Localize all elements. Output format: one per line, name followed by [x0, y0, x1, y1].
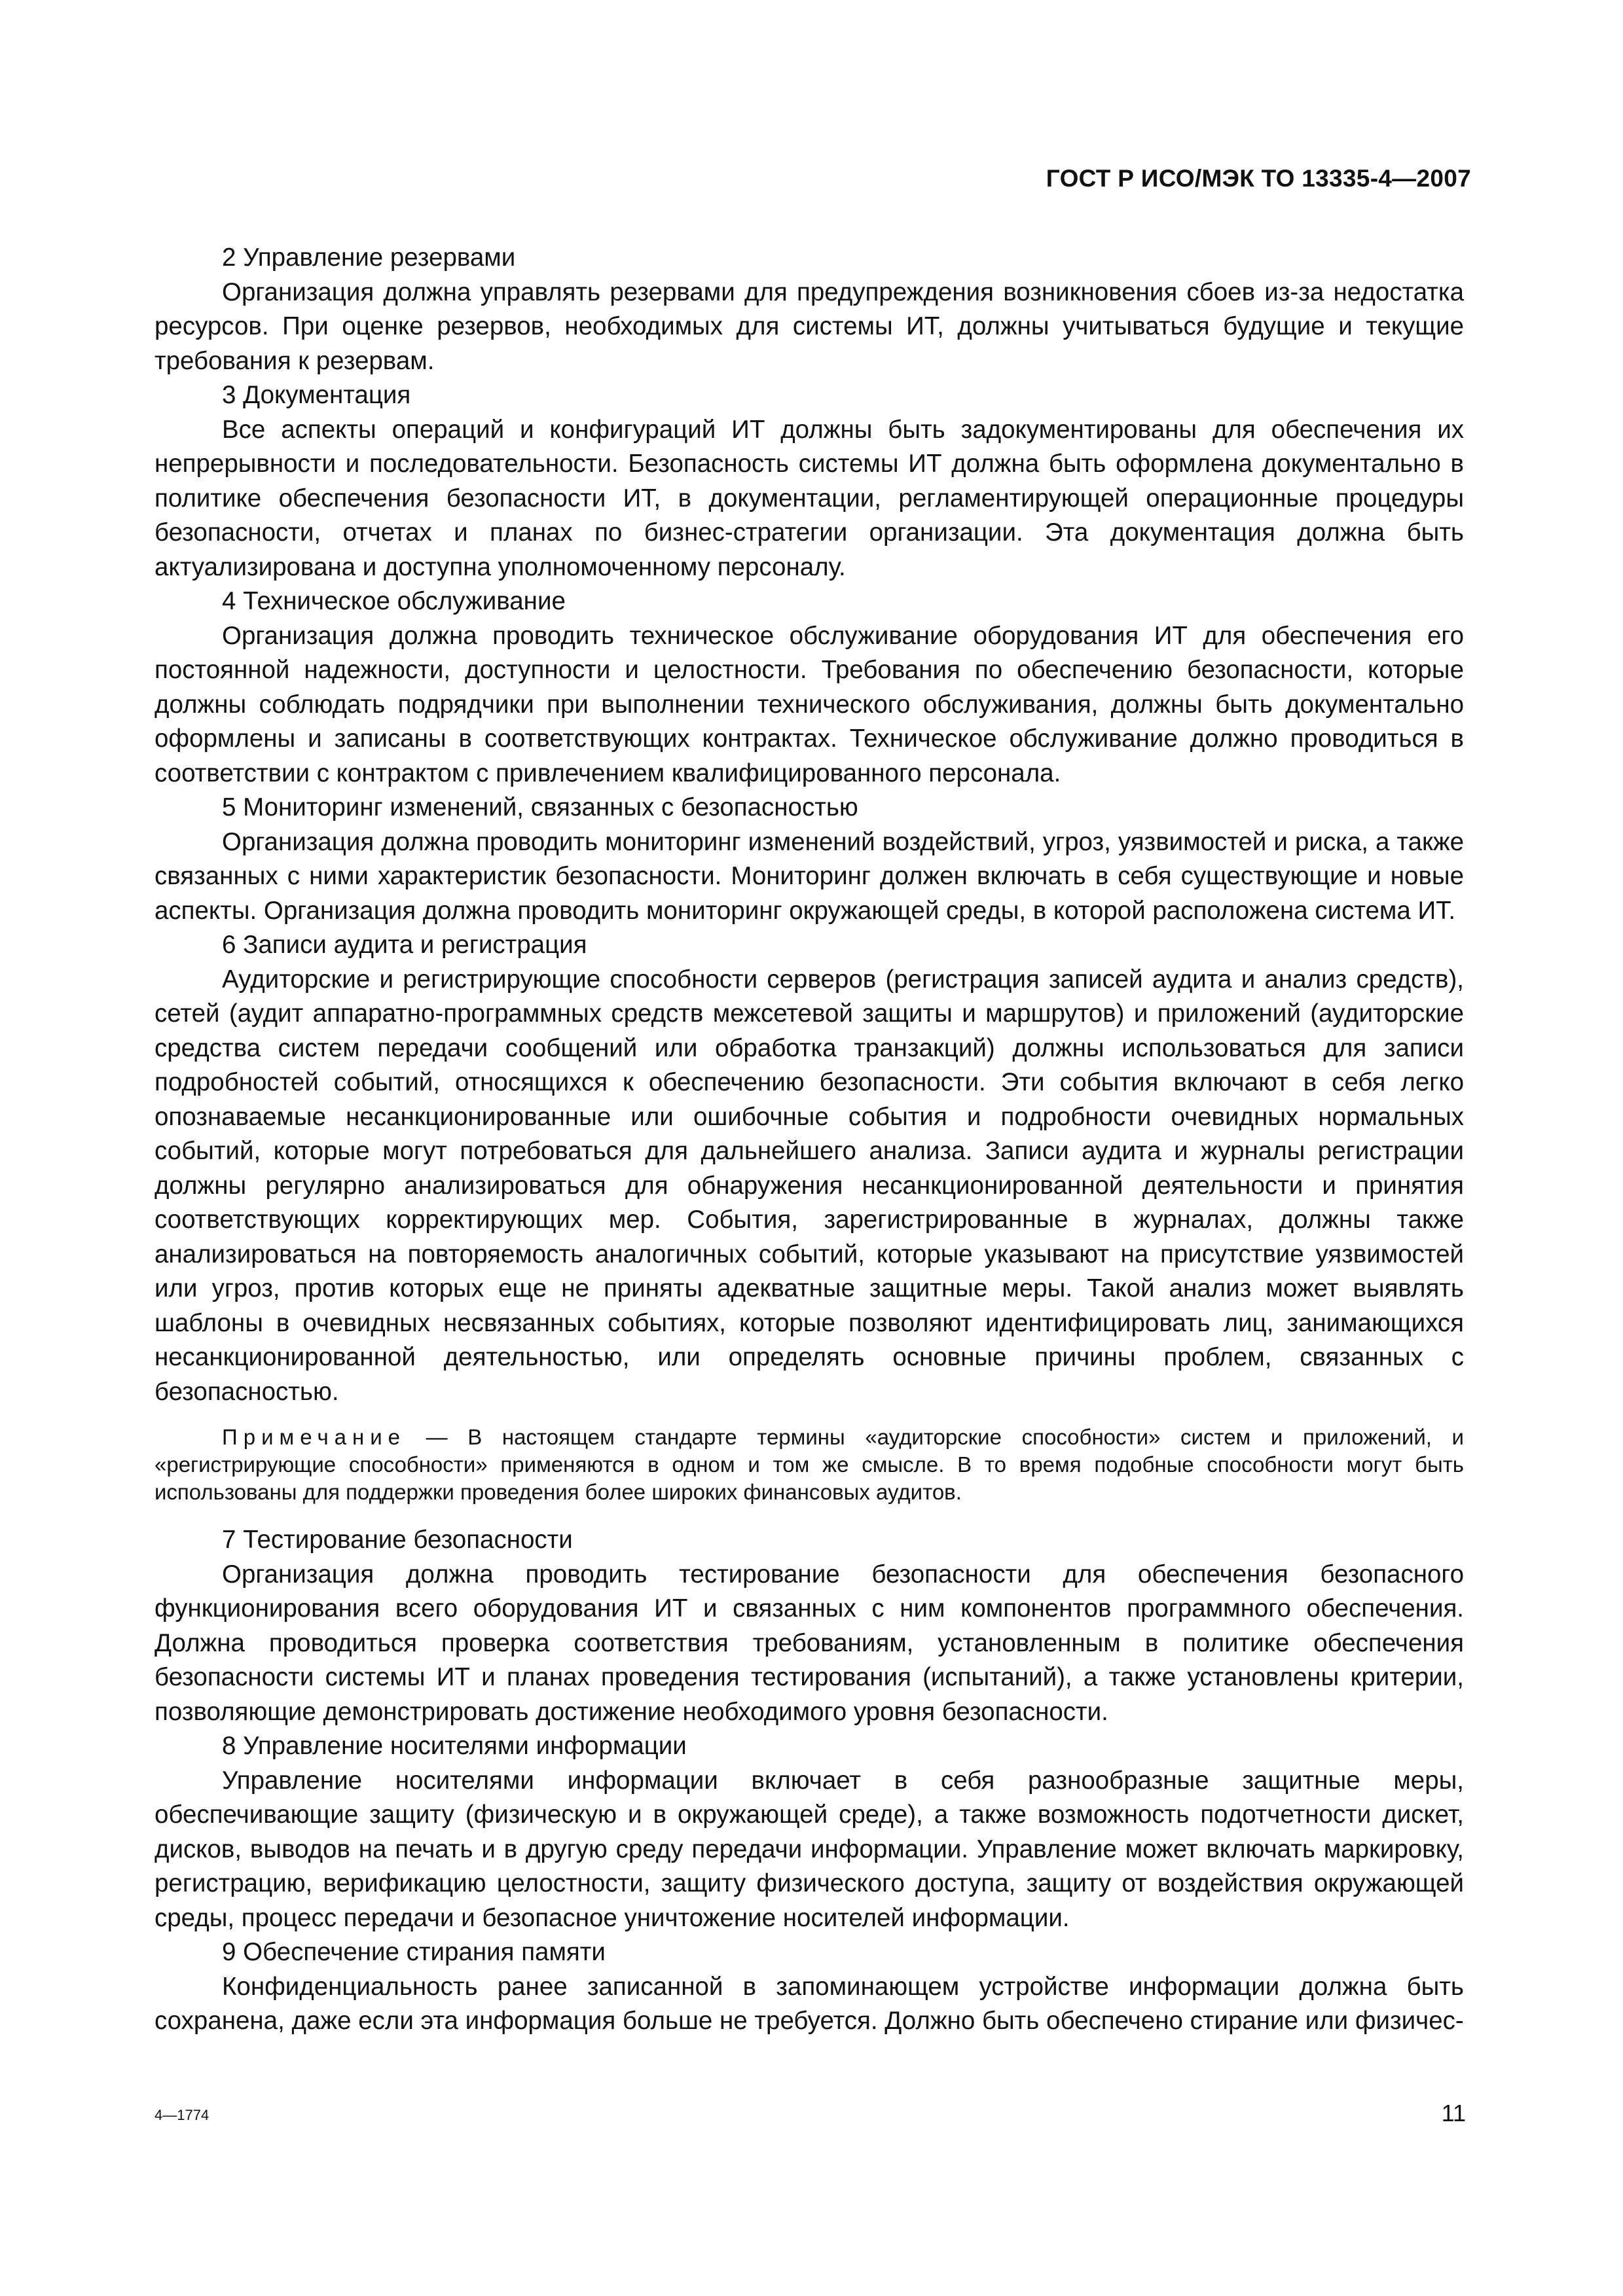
paragraph-audit-logging: Аудиторские и регистрирующие способности серверов (регистрация записей аудита и анализ средств), сетей (аудит аппаратно-программных средств межсетевой защиты и маршрутов) и приложений (аудиторские средства систем передачи сообщений или обработка транзакций) должны использоваться для записи подробностей событий, относящихся к обеспечению безопасности. Эти события включают в себя легко опознаваемые несанкционированные или ошибочные события и подробности очевидных нормальных событий, которые могут потребоваться для дальнейшего анализа. Записи аудита и журналы регистрации должны регулярно анализироваться для обнаружения несанкционированной деятельности и принятия соответствующих корректирующих мер. События, зарегистрированные в журналах, должны также анализироваться на повторяемость аналогичных событий, которые указывают на присутствие уязвимостей или угроз, против которых еще не приняты адекватные защитные меры. Такой анализ может выявлять шаблоны в очевидных несвязанных событиях, которые позволяют идентифицировать лиц, занимающихся несанкционированной деятельностью, или определять основные причины проблем, связанных с безопасностью. — [155, 965, 1464, 1406]
note-label: Примечание — [222, 1425, 407, 1449]
section-heading-security-testing: 7 Тестирование безопасности — [222, 1526, 573, 1554]
section-heading-audit-logging: 6 Записи аудита и регистрация — [222, 931, 587, 959]
paragraph-documentation: Все аспекты операций и конфигураций ИТ должны быть задокументированы для обеспечения их непрерывности и последовательности. Безопасность системы ИТ должна быть оформлена документально в политике обеспечения безопасности ИТ, в документации, регламентирующей операционные процедуры безопасности, отчетах и планах по бизнес-стратегии организации. Эта документация должна быть актуализирована и доступна уполномоченному персоналу. — [155, 415, 1464, 581]
section-heading-reserves: 2 Управление резервами — [222, 243, 516, 272]
section-heading-documentation: 3 Документация — [222, 381, 411, 409]
paragraph-memory-erasure: Конфиденциальность ранее записанной в запоминающем устройстве информации должна быть сохранена, даже если эта информация больше не требуется. Должно быть обеспечено стирание или физичес- — [155, 1972, 1464, 2035]
page-number: 11 — [1441, 2100, 1466, 2126]
footer-print-code: 4—1774 — [155, 2107, 210, 2123]
paragraph-reserves: Организация должна управлять резервами для предупреждения возникновения сбоев из-за недостатка ресурсов. При оценке резервов, необходимых для системы ИТ, должны учитываться будущие и текущие требования к резервам. — [155, 278, 1464, 375]
paragraph-media-management: Управление носителями информации включает в себя разнообразные защитные меры, обеспечивающие защиту (физическую и в окружающей среде), а также возможность подотчетности дискет, дисков, выводов на печать и в другую среду передачи информации. Управление может включать маркировку, регистрацию, верификацию целостности, защиту физического доступа, защиту от воздействия окружающей среды, процесс передачи и безопасное уничтожение носителей информации. — [155, 1766, 1464, 1932]
section-heading-change-monitoring: 5 Мониторинг изменений, связанных с безопасностью — [222, 793, 858, 821]
paragraph-maintenance: Организация должна проводить техническое обслуживание оборудования ИТ для обеспечения его постоянной надежности, доступности и целостности. Требования по обеспечению безопасности, которые должны соблюдать подрядчики при выполнении технического обслуживания, должны быть документально оформлены и записаны в соответствующих контрактах. Техническое обслуживание должно проводиться в соответствии с контрактом с привлечением квалифицированного персонала. — [155, 621, 1464, 787]
paragraph-security-testing: Организация должна проводить тестирование безопасности для обеспечения безопасного функционирования всего оборудования ИТ и связанных с ним компонентов программного обеспечения. Должна проводиться проверка соответствия требованиям, установленным в политике обеспечения безопасности системы ИТ и планах проведения тестирования (испытаний), а также установлены критерии, позволяющие демонстрировать достижение необходимого уровня безопасности. — [155, 1560, 1464, 1726]
note — [155, 1424, 1464, 1506]
section-heading-memory-erasure: 9 Обеспечение стирания памяти — [222, 1938, 606, 1966]
section-heading-media-management: 8 Управление носителями информации — [222, 1732, 687, 1760]
paragraph-change-monitoring: Организация должна проводить мониторинг изменений воздействий, угроз, уязвимостей и риска, а также связанных с ними характеристик безопасности. Мониторинг должен включать в себя существующие и новые аспекты. Организация должна проводить мониторинг окружающей среды, в которой расположена система ИТ. — [155, 827, 1464, 925]
document-header-standard-id: ГОСТ Р ИСО/МЭК ТО 13335-4—2007 — [1046, 165, 1471, 192]
section-heading-maintenance: 4 Техническое обслуживание — [222, 587, 566, 615]
document-body — [155, 241, 1464, 2039]
note-text: — В настоящем стандарте термины «аудиторские способности» систем и приложений, и «регистрирующие способности» применяются в одном и том же смысле. В то время подобные способности могут быть использованы для поддержки проведения более широких финансовых аудитов. — [155, 1425, 1464, 1504]
